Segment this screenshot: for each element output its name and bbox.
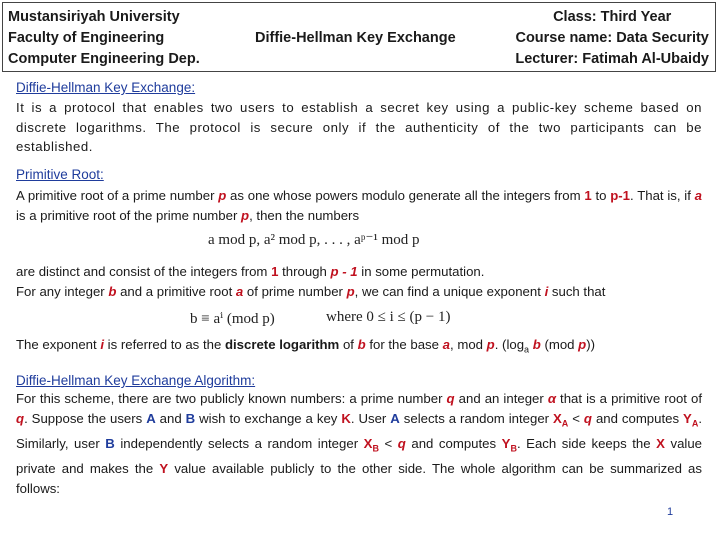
section-title-primitive-root: Primitive Root: [16, 167, 104, 182]
section-title-diffie-hellman: Diffie-Hellman Key Exchange: [16, 80, 196, 95]
document-header [2, 2, 716, 72]
university-name: Mustansiriyah University [8, 9, 180, 25]
paragraph-intro: It is a protocol that enables two users to establish a secret key using a public-key scheme based on discrete logarithms. The protocol is secure only if the authenticity of the two participants can be established. [16, 100, 702, 155]
equation-discrete-log-left: b ≡ aⁱ (mod p) [190, 311, 275, 327]
department-name: Computer Engineering Dep. [8, 51, 200, 67]
class-info: Class: Third Year [553, 9, 672, 25]
header-course-info [515, 7, 709, 70]
equation-powers-mod-p: a mod p, a² mod p, . . . , aᵖ⁻¹ mod p [208, 232, 420, 248]
paragraph-primitive-root-def: A primitive root of a prime number p as one whose powers modulo generate all the integers from 1 to p-1. That is, if a is a primitive root of the prime number p, then the numbers [16, 188, 702, 223]
course-name: Course name: Data Security [515, 30, 709, 46]
equation-discrete-log-range: where 0 ≤ i ≤ (p − 1) [326, 309, 451, 325]
paragraph-unique-exponent: For any integer b and a primitive root a of prime number p, we can find a unique exponent i such that [16, 284, 606, 299]
paragraph-discrete-logarithm: The exponent i is referred to as the discrete logarithm of b for the base a, mod p. ($\log_a$ b (mod p)) [16, 337, 596, 355]
paragraph-distinct-integers: are distinct and consist of the integers from 1 through p - 1 in some permutation. [16, 264, 485, 279]
faculty-name: Faculty of Engineering [8, 30, 165, 46]
paragraph-algorithm: For this scheme, there are two publicly known numbers: a prime number q and an integer α that is a primitive root of q. Suppose the users A and B wish to exchange a key K. User A selects a random integer $X_A < q$ and computes $Y_A$. Similarly, user B independently selects a random integer $X_B < q$ and computes $Y_B$. Each side keeps the X value private and makes the Y value available publicly to the other side. The whole algorithm can be summarized as follows: [16, 391, 702, 496]
header-topic: Diffie-Hellman Key Exchange [255, 30, 456, 46]
lecturer-name: Lecturer: Fatimah Al-Ubaidy [515, 51, 709, 67]
section-title-algorithm: Diffie-Hellman Key Exchange Algorithm: [16, 373, 256, 388]
page-number: 1 [667, 506, 674, 518]
header-institution [8, 7, 200, 70]
